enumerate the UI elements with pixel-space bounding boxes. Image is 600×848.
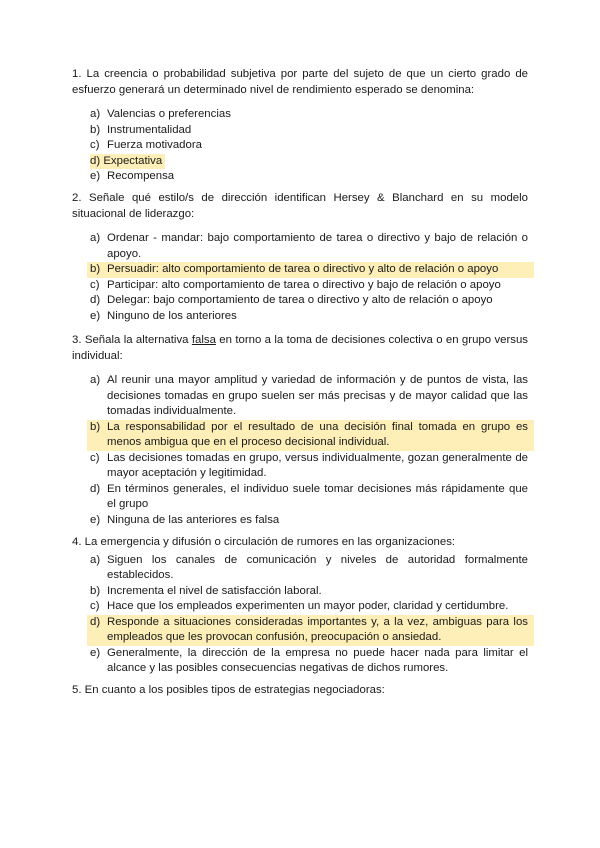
- option-4e: e) Generalmente, la dirección de la empresa no puede hacer nada para limitar el alcance y las posibles consecuencias negativas de dichos rumores.: [90, 646, 528, 674]
- question-4: [72, 535, 528, 677]
- option-3e: e) Ninguna de las anteriores es falsa: [90, 513, 280, 526]
- option-2d: d) Delegar: bajo comportamiento de tarea o directivo y alto de relación o apoyo: [90, 294, 493, 306]
- option-3b-highlighted: b) La responsabilidad por el resultado de una decisión final tomada en grupo es menos ambigua que en el proceso decisional individual.: [87, 420, 534, 451]
- underlined-keyword: falsa: [191, 334, 216, 346]
- question-4-stem: 4. La emergencia y difusión o circulación de rumores en las organizaciones:: [72, 536, 456, 548]
- question-2-stem: 2. Señale qué estilo/s de dirección identifican Hersey & Blanchard en su modelo situacional de liderazgo:: [72, 192, 528, 220]
- question-1: [72, 67, 528, 185]
- question-2: [72, 191, 528, 324]
- option-4b: b) Incrementa el nivel de satisfacción laboral.: [90, 584, 322, 597]
- question-3: [72, 333, 528, 528]
- question-3-options: [90, 373, 528, 528]
- question-5-stem: 5. En cuanto a los posibles tipos de estrategias negociadoras:: [72, 684, 385, 696]
- question-5: [72, 683, 528, 699]
- option-2a: a) Ordenar - mandar: bajo comportamiento de tarea o directivo y bajo de relación o apoyo.: [90, 232, 528, 260]
- option-2e: e) Ninguno de los anteriores: [90, 309, 237, 322]
- question-2-options: [90, 231, 528, 324]
- question-3-stem: 3. Señala la alternativa falsa en torno a la toma de decisiones colectiva o en grupo versus individual:: [72, 334, 528, 362]
- option-1a: a) Valencias o preferencias: [90, 108, 231, 120]
- question-4-options: [90, 553, 528, 677]
- option-3d: d) En términos generales, el individuo suele tomar decisiones más rápidamente que el grupo: [90, 482, 528, 510]
- option-4d-highlighted: d) Responde a situaciones consideradas importantes y, a la vez, ambiguas para los empleados que les provocan confusión, preocupación o ansiedad.: [87, 615, 534, 646]
- option-1c: c) Fuerza motivadora: [90, 139, 202, 151]
- option-2b-highlighted: b) Persuadir: alto comportamiento de tarea o directivo y alto de relación o apoyo: [87, 262, 534, 278]
- option-4c: c) Hace que los empleados experimenten un mayor poder, claridad y certidumbre.: [90, 600, 509, 612]
- option-4a: a) Siguen los canales de comunicación y niveles de autoridad formalmente establecidos.: [90, 553, 528, 581]
- option-3c: c) Las decisiones tomadas en grupo, versus individualmente, gozan generalmente de mayor aceptación y legitimidad.: [90, 451, 528, 479]
- option-1b: b) Instrumentalidad: [90, 123, 192, 136]
- option-1d-highlighted: [90, 154, 528, 170]
- option-3a: a) Al reunir una mayor amplitud y variedad de información y de puntos de vista, las decisiones tomadas en grupo suelen ser más precisas y de mayor calidad que las tomadas individualmente.: [90, 374, 528, 417]
- answer-highlight: d) Expectativa: [90, 154, 165, 170]
- option-2c: c) Participar: alto comportamiento de tarea o directivo y bajo de relación o apoyo: [90, 278, 501, 291]
- question-1-stem: 1. La creencia o probabilidad subjetiva por parte del sujeto de que un cierto grado de esfuerzo generará un determinado nivel de rendimiento esperado se denomina:: [72, 68, 528, 96]
- question-1-options: [90, 107, 528, 185]
- option-1e: e) Recompensa: [90, 170, 175, 182]
